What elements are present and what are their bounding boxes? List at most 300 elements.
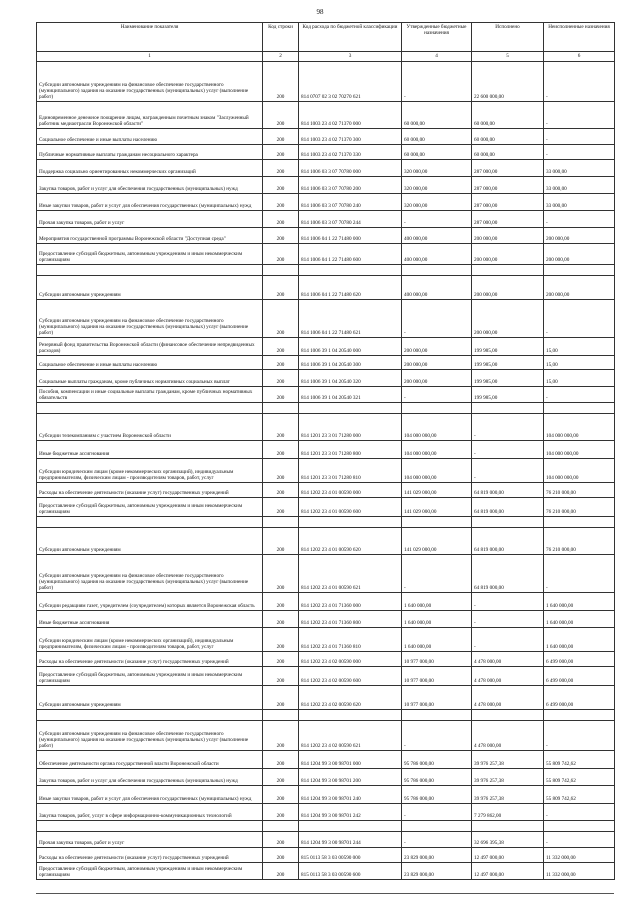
table-row: [37, 686, 615, 710]
cell-approved-amount: -: [402, 832, 472, 848]
cell-approved-amount: 95 786 000,00: [402, 786, 472, 804]
cell-unexecuted-amount: 200 000,00: [544, 276, 615, 300]
column-number: 4: [402, 52, 472, 62]
cell-classification-code: 814 1201 23 3 01 71280 800: [299, 441, 402, 459]
cell-unexecuted-amount: 15,00: [544, 356, 615, 370]
cell-unexecuted-amount: -: [544, 129, 615, 145]
cell-row-code: 200: [263, 356, 299, 370]
cell-indicator-name: Резервный фонд правительства Воронежской области (финансовое обеспечение непредвиденных расходов): [37, 338, 263, 356]
cell-approved-amount: 400 000,00: [402, 228, 472, 244]
cell-classification-code: 814 1003 23 4 02 71370 000: [299, 102, 402, 129]
cell-approved-amount: 104 000 000,00: [402, 414, 472, 441]
cell-approved-amount: 1 640 000,00: [402, 593, 472, 611]
spacer-cell: [472, 710, 544, 721]
cell-indicator-name: Закупка товаров, работ и услуг для обеспечения государственных (муниципальных) нужд: [37, 177, 263, 194]
spacer-cell: [299, 710, 402, 721]
spacer-cell: [263, 265, 299, 276]
cell-unexecuted-amount: 11 332 000,00: [544, 848, 615, 863]
spacer-cell: [472, 517, 544, 528]
cell-executed-amount: 60 000,00: [472, 102, 544, 129]
cell-executed-amount: 200 000,00: [472, 300, 544, 338]
spacer-cell: [299, 821, 402, 832]
cell-indicator-name: Расходы на обеспечение деятельности (оказание услуг) государственных учреждений: [37, 652, 263, 667]
cell-unexecuted-amount: 55 809 742,62: [544, 769, 615, 786]
header-classification-code: Код расхода по бюджетной классификации: [299, 23, 402, 52]
cell-unexecuted-amount: 1 640 000,00: [544, 611, 615, 628]
cell-executed-amount: 4 478 000,00: [472, 686, 544, 710]
cell-executed-amount: 39 976 257,38: [472, 786, 544, 804]
table-row: [37, 338, 615, 356]
table-row: [37, 769, 615, 786]
cell-classification-code: 814 1202 23 4 02 00590 620: [299, 686, 402, 710]
page-number: 98: [316, 8, 324, 16]
header-row-code: Код строки: [263, 23, 299, 52]
cell-classification-code: 814 1202 23 4 01 71360 800: [299, 611, 402, 628]
cell-classification-code: 814 1006 04 1 22 71480 000: [299, 228, 402, 244]
spacer-cell: [472, 403, 544, 414]
table-row: [37, 414, 615, 441]
cell-row-code: 200: [263, 300, 299, 338]
cell-row-code: 200: [263, 145, 299, 160]
cell-classification-code: 814 1202 23 4 01 00590 000: [299, 483, 402, 498]
cell-approved-amount: -: [402, 387, 472, 403]
cell-executed-amount: 39 976 257,38: [472, 751, 544, 769]
cell-executed-amount: 287 000,00: [472, 177, 544, 194]
cell-executed-amount: 4 478 000,00: [472, 667, 544, 686]
table-row: [37, 804, 615, 821]
cell-approved-amount: 23 829 000,00: [402, 863, 472, 880]
column-number: 1: [37, 52, 263, 62]
cell-row-code: 200: [263, 441, 299, 459]
cell-executed-amount: 200 000,00: [472, 228, 544, 244]
header-approved: Утвержденные бюджетные назначения: [402, 23, 472, 52]
cell-indicator-name: Субсидии автономным учреждениям на финансовое обеспечение государственного (муниципального) задания на оказание государственных (муниципальных) услуг (выполнение работ): [37, 300, 263, 338]
cell-unexecuted-amount: 6 499 000,00: [544, 667, 615, 686]
cell-classification-code: 814 1202 23 4 02 00590 621: [299, 721, 402, 751]
cell-indicator-name: Предоставление субсидий бюджетным, автономным учреждениям и иным некоммерческим организациям: [37, 667, 263, 686]
cell-approved-amount: -: [402, 721, 472, 751]
cell-executed-amount: 287 000,00: [472, 160, 544, 177]
cell-indicator-name: Субсидии автономным учреждениям на финансовое обеспечение государственного (муниципального) задания на оказание государственных (муниципальных) услуг (выполнение работ): [37, 62, 263, 102]
cell-classification-code: 814 1202 23 4 01 71360 000: [299, 593, 402, 611]
cell-approved-amount: 10 977 000,00: [402, 667, 472, 686]
cell-row-code: 200: [263, 832, 299, 848]
cell-executed-amount: 12 497 000,00: [472, 863, 544, 880]
table-row: [37, 848, 615, 863]
cell-row-code: 200: [263, 686, 299, 710]
spacer-cell: [544, 265, 615, 276]
spacer-cell: [37, 403, 263, 414]
column-number: 3: [299, 52, 402, 62]
cell-approved-amount: 10 977 000,00: [402, 686, 472, 710]
cell-approved-amount: -: [402, 300, 472, 338]
cell-indicator-name: Прочая закупка товаров, работ и услуг: [37, 211, 263, 228]
cell-indicator-name: Иные закупки товаров, работ и услуг для обеспечения государственных (муниципальных) нужд: [37, 786, 263, 804]
cell-classification-code: 814 1003 23 4 02 71370 300: [299, 129, 402, 145]
spacer-row: [37, 821, 615, 832]
cell-executed-amount: 199 985,00: [472, 387, 544, 403]
cell-indicator-name: Субсидии автономным учреждениям: [37, 528, 263, 555]
cell-classification-code: 815 0113 58 3 03 00590 000: [299, 848, 402, 863]
cell-row-code: 200: [263, 102, 299, 129]
column-number: 6: [544, 52, 615, 62]
cell-unexecuted-amount: -: [544, 721, 615, 751]
cell-executed-amount: 199 985,00: [472, 370, 544, 387]
table-row: [37, 593, 615, 611]
spacer-row: [37, 517, 615, 528]
spacer-cell: [37, 821, 263, 832]
cell-classification-code: 814 1006 03 3 07 70780 244: [299, 211, 402, 228]
cell-executed-amount: 32 696 395,38: [472, 832, 544, 848]
cell-approved-amount: -: [402, 211, 472, 228]
cell-classification-code: 814 1202 23 4 02 00590 600: [299, 667, 402, 686]
cell-indicator-name: Иные бюджетные ассигнования: [37, 441, 263, 459]
cell-indicator-name: Предоставление субсидий бюджетным, автономным учреждениям и иным некоммерческим организациям: [37, 863, 263, 880]
cell-indicator-name: Закупка товаров, работ и услуг для обеспечения государственных (муниципальных) нужд: [37, 769, 263, 786]
cell-unexecuted-amount: 33 000,00: [544, 160, 615, 177]
cell-approved-amount: 10 977 000,00: [402, 652, 472, 667]
header-indicator-name: Наименование показателя: [37, 23, 263, 52]
cell-indicator-name: Расходы на обеспечение деятельности (оказание услуг) государственных учреждений: [37, 848, 263, 863]
cell-classification-code: 814 1006 04 1 22 71480 600: [299, 244, 402, 265]
table-row: [37, 498, 615, 517]
cell-unexecuted-amount: 104 000 000,00: [544, 441, 615, 459]
cell-row-code: 200: [263, 160, 299, 177]
cell-executed-amount: 64 819 000,00: [472, 483, 544, 498]
cell-row-code: 200: [263, 414, 299, 441]
cell-executed-amount: -: [472, 441, 544, 459]
cell-indicator-name: Социальное обеспечение и иные выплаты населению: [37, 129, 263, 145]
spacer-cell: [402, 710, 472, 721]
cell-classification-code: 814 1202 23 4 01 00590 600: [299, 498, 402, 517]
cell-row-code: 200: [263, 751, 299, 769]
spacer-cell: [402, 403, 472, 414]
cell-row-code: 200: [263, 721, 299, 751]
cell-row-code: 200: [263, 593, 299, 611]
spacer-cell: [402, 821, 472, 832]
cell-indicator-name: Закупка товаров, работ, услуг в сфере информационно-коммуникационных технологий: [37, 804, 263, 821]
cell-executed-amount: 12 497 000,00: [472, 848, 544, 863]
table-row: [37, 387, 615, 403]
cell-executed-amount: 39 976 257,38: [472, 769, 544, 786]
cell-row-code: 200: [263, 611, 299, 628]
cell-unexecuted-amount: 11 332 000,00: [544, 863, 615, 880]
cell-unexecuted-amount: 15,00: [544, 338, 615, 356]
cell-approved-amount: 95 786 000,00: [402, 769, 472, 786]
cell-classification-code: 814 1006 39 1 04 20540 000: [299, 338, 402, 356]
cell-approved-amount: 1 640 000,00: [402, 611, 472, 628]
cell-approved-amount: 320 000,00: [402, 177, 472, 194]
spacer-cell: [402, 517, 472, 528]
table-row: [37, 356, 615, 370]
cell-indicator-name: Публичные нормативные выплаты гражданам несоциального характера: [37, 145, 263, 160]
cell-approved-amount: 320 000,00: [402, 160, 472, 177]
cell-classification-code: 814 1006 39 1 04 20540 320: [299, 370, 402, 387]
cell-executed-amount: 64 819 000,00: [472, 498, 544, 517]
cell-executed-amount: 199 985,00: [472, 356, 544, 370]
cell-approved-amount: 200 000,00: [402, 338, 472, 356]
cell-unexecuted-amount: 6 499 000,00: [544, 686, 615, 710]
cell-unexecuted-amount: -: [544, 832, 615, 848]
cell-approved-amount: 200 000,00: [402, 370, 472, 387]
spacer-cell: [299, 517, 402, 528]
cell-row-code: 200: [263, 498, 299, 517]
page-bottom-rule: [36, 893, 614, 894]
table-row: [37, 721, 615, 751]
cell-classification-code: 814 1003 23 4 02 71370 330: [299, 145, 402, 160]
cell-unexecuted-amount: -: [544, 300, 615, 338]
cell-unexecuted-amount: -: [544, 62, 615, 102]
cell-unexecuted-amount: 6 499 000,00: [544, 652, 615, 667]
cell-approved-amount: 400 000,00: [402, 276, 472, 300]
table-row: [37, 102, 615, 129]
cell-classification-code: 814 1202 23 4 01 00590 620: [299, 528, 402, 555]
cell-approved-amount: 320 000,00: [402, 194, 472, 211]
cell-unexecuted-amount: -: [544, 102, 615, 129]
table-row: [37, 370, 615, 387]
cell-approved-amount: 1 640 000,00: [402, 628, 472, 652]
header-row: [37, 23, 615, 52]
cell-indicator-name: Иные закупки товаров, работ и услуг для обеспечения государственных (муниципальных) нужд: [37, 194, 263, 211]
cell-unexecuted-amount: 200 000,00: [544, 228, 615, 244]
cell-row-code: 200: [263, 459, 299, 483]
cell-unexecuted-amount: 55 809 742,62: [544, 786, 615, 804]
cell-approved-amount: 60 000,00: [402, 102, 472, 129]
cell-unexecuted-amount: 1 640 000,00: [544, 628, 615, 652]
cell-unexecuted-amount: 1 640 000,00: [544, 593, 615, 611]
cell-unexecuted-amount: 55 809 742,62: [544, 751, 615, 769]
cell-row-code: 200: [263, 244, 299, 265]
cell-unexecuted-amount: 33 000,00: [544, 177, 615, 194]
cell-approved-amount: 141 029 000,00: [402, 483, 472, 498]
cell-indicator-name: Социальное обеспечение и иные выплаты населению: [37, 356, 263, 370]
spacer-cell: [544, 403, 615, 414]
cell-indicator-name: Субсидии автономным учреждениям: [37, 276, 263, 300]
column-number-row: [37, 52, 615, 62]
cell-unexecuted-amount: 200 000,00: [544, 244, 615, 265]
cell-row-code: 200: [263, 62, 299, 102]
header-unexecuted: Неисполненные назначения: [544, 23, 615, 52]
column-number: 2: [263, 52, 299, 62]
cell-indicator-name: Субсидии автономным учреждениям на финансовое обеспечение государственного (муниципального) задания на оказание государственных (муниципальных) услуг (выполнение работ): [37, 555, 263, 593]
table-row: [37, 863, 615, 880]
cell-classification-code: 814 1204 99 3 00 98701 242: [299, 804, 402, 821]
cell-indicator-name: Иные бюджетные ассигнования: [37, 611, 263, 628]
table-row: [37, 244, 615, 265]
spacer-cell: [263, 517, 299, 528]
table-row: [37, 459, 615, 483]
header-executed: Исполнено: [472, 23, 544, 52]
cell-row-code: 200: [263, 387, 299, 403]
table-row: [37, 628, 615, 652]
table-row: [37, 129, 615, 145]
spacer-cell: [299, 265, 402, 276]
cell-executed-amount: 287 000,00: [472, 194, 544, 211]
cell-classification-code: 814 1204 99 3 00 98701 000: [299, 751, 402, 769]
spacer-cell: [402, 265, 472, 276]
spacer-cell: [263, 403, 299, 414]
cell-classification-code: 814 1204 99 3 00 98701 200: [299, 769, 402, 786]
cell-executed-amount: -: [472, 611, 544, 628]
cell-classification-code: 814 1006 03 3 07 70780 000: [299, 160, 402, 177]
cell-indicator-name: Прочая закупка товаров, работ и услуг: [37, 832, 263, 848]
cell-row-code: 200: [263, 863, 299, 880]
cell-approved-amount: 60 000,00: [402, 145, 472, 160]
cell-classification-code: 814 1006 03 3 07 70780 200: [299, 177, 402, 194]
table-row: [37, 276, 615, 300]
cell-approved-amount: -: [402, 804, 472, 821]
spacer-cell: [472, 265, 544, 276]
cell-classification-code: 814 1204 99 3 00 98701 244: [299, 832, 402, 848]
spacer-cell: [472, 821, 544, 832]
cell-executed-amount: -: [472, 628, 544, 652]
cell-indicator-name: Предоставление субсидий бюджетным, автономным учреждениям и иным некоммерческим организациям: [37, 244, 263, 265]
spacer-row: [37, 710, 615, 721]
cell-row-code: 200: [263, 370, 299, 387]
cell-indicator-name: Субсидии автономным учреждениям на финансовое обеспечение государственного (муниципального) задания на оказание государственных (муниципальных) услуг (выполнение работ): [37, 721, 263, 751]
cell-indicator-name: Субсидии телекомпаниям с участием Воронежской области: [37, 414, 263, 441]
cell-executed-amount: 60 000,00: [472, 129, 544, 145]
cell-executed-amount: -: [472, 414, 544, 441]
cell-row-code: 200: [263, 804, 299, 821]
cell-classification-code: 814 0707 02 3 02 70270 621: [299, 62, 402, 102]
spacer-cell: [263, 710, 299, 721]
spacer-row: [37, 403, 615, 414]
cell-executed-amount: 199 985,00: [472, 338, 544, 356]
cell-row-code: 200: [263, 786, 299, 804]
table-row: [37, 228, 615, 244]
cell-executed-amount: -: [472, 459, 544, 483]
cell-classification-code: 814 1202 23 4 01 00590 621: [299, 555, 402, 593]
cell-classification-code: 814 1006 03 3 07 70780 240: [299, 194, 402, 211]
cell-row-code: 200: [263, 177, 299, 194]
cell-row-code: 200: [263, 129, 299, 145]
cell-classification-code: 814 1204 99 3 00 98701 240: [299, 786, 402, 804]
table-row: [37, 483, 615, 498]
table-row: [37, 751, 615, 769]
cell-executed-amount: 22 600 000,00: [472, 62, 544, 102]
column-number: 5: [472, 52, 544, 62]
cell-unexecuted-amount: -: [544, 804, 615, 821]
table-row: [37, 611, 615, 628]
cell-row-code: 200: [263, 652, 299, 667]
cell-executed-amount: 4 478 000,00: [472, 721, 544, 751]
cell-indicator-name: Пособия, компенсации и иные социальные выплаты гражданам, кроме публичных нормативных обязательств: [37, 387, 263, 403]
table-row: [37, 300, 615, 338]
cell-approved-amount: 23 829 000,00: [402, 848, 472, 863]
spacer-cell: [37, 517, 263, 528]
table-row: [37, 528, 615, 555]
spacer-cell: [544, 821, 615, 832]
cell-classification-code: 814 1006 04 1 22 71480 621: [299, 300, 402, 338]
cell-row-code: 200: [263, 483, 299, 498]
cell-row-code: 200: [263, 194, 299, 211]
spacer-cell: [37, 710, 263, 721]
cell-approved-amount: 141 029 000,00: [402, 498, 472, 517]
table-row: [37, 62, 615, 102]
cell-classification-code: 815 0113 58 3 03 00590 600: [299, 863, 402, 880]
cell-approved-amount: 60 000,00: [402, 129, 472, 145]
cell-row-code: 200: [263, 769, 299, 786]
cell-executed-amount: 64 819 000,00: [472, 528, 544, 555]
cell-indicator-name: Расходы на обеспечение деятельности (оказание услуг) государственных учреждений: [37, 483, 263, 498]
table-row: [37, 160, 615, 177]
cell-approved-amount: 104 000 000,00: [402, 441, 472, 459]
table-row: [37, 555, 615, 593]
cell-classification-code: 814 1201 23 3 01 71280 000: [299, 414, 402, 441]
cell-approved-amount: 104 000 000,00: [402, 459, 472, 483]
cell-classification-code: 814 1201 23 3 01 71280 810: [299, 459, 402, 483]
table-row: [37, 441, 615, 459]
cell-unexecuted-amount: -: [544, 555, 615, 593]
cell-unexecuted-amount: 104 000 000,00: [544, 414, 615, 441]
table-row: [37, 194, 615, 211]
cell-executed-amount: 287 000,00: [472, 211, 544, 228]
cell-unexecuted-amount: -: [544, 145, 615, 160]
cell-classification-code: 814 1202 23 4 01 71360 810: [299, 628, 402, 652]
table-row: [37, 652, 615, 667]
cell-approved-amount: -: [402, 62, 472, 102]
cell-indicator-name: Обеспечение деятельности органа государственной власти Воронежской области: [37, 751, 263, 769]
cell-indicator-name: Мероприятия государственной программы Воронежской области "Доступная среда": [37, 228, 263, 244]
cell-executed-amount: 200 000,00: [472, 276, 544, 300]
spacer-cell: [37, 265, 263, 276]
table-row: [37, 211, 615, 228]
cell-unexecuted-amount: 76 210 000,00: [544, 483, 615, 498]
cell-row-code: 200: [263, 848, 299, 863]
cell-row-code: 200: [263, 667, 299, 686]
cell-unexecuted-amount: -: [544, 211, 615, 228]
cell-approved-amount: 400 000,00: [402, 244, 472, 265]
table-row: [37, 832, 615, 848]
cell-indicator-name: Социальные выплаты гражданам, кроме публичных нормативных социальных выплат: [37, 370, 263, 387]
cell-approved-amount: -: [402, 555, 472, 593]
cell-indicator-name: Субсидии автономным учреждениям: [37, 686, 263, 710]
cell-row-code: 200: [263, 555, 299, 593]
table-row: [37, 786, 615, 804]
budget-execution-table: [36, 22, 615, 880]
cell-unexecuted-amount: 76 210 000,00: [544, 498, 615, 517]
cell-row-code: 200: [263, 276, 299, 300]
cell-row-code: 200: [263, 211, 299, 228]
cell-row-code: 200: [263, 338, 299, 356]
cell-row-code: 200: [263, 528, 299, 555]
cell-classification-code: 814 1006 39 1 04 20540 321: [299, 387, 402, 403]
cell-executed-amount: 200 000,00: [472, 244, 544, 265]
cell-indicator-name: Единовременное денежное поощрение лицам, награжденным почетным знаком "Заслуженный работник медиаотрасли Воронежской области": [37, 102, 263, 129]
cell-indicator-name: Поддержка социально ориентированных некоммерческих организаций: [37, 160, 263, 177]
cell-unexecuted-amount: 104 000 000,00: [544, 459, 615, 483]
cell-approved-amount: 141 029 000,00: [402, 528, 472, 555]
cell-executed-amount: -: [472, 593, 544, 611]
table-row: [37, 177, 615, 194]
table-row: [37, 667, 615, 686]
cell-approved-amount: 95 786 000,00: [402, 751, 472, 769]
table-row: [37, 145, 615, 160]
cell-unexecuted-amount: 33 000,00: [544, 194, 615, 211]
cell-indicator-name: Субсидии редакциям газет, учредителем (соучредителем) которых является Воронежская область: [37, 593, 263, 611]
cell-executed-amount: 60 000,00: [472, 145, 544, 160]
cell-indicator-name: Предоставление субсидий бюджетным, автономным учреждениям и иным некоммерческим организациям: [37, 498, 263, 517]
cell-indicator-name: Субсидии юридическим лицам (кроме некоммерческих организаций), индивидуальным предпринимателям, физическим лицам - производителям товаров, работ, услуг: [37, 459, 263, 483]
cell-approved-amount: 200 000,00: [402, 356, 472, 370]
cell-row-code: 200: [263, 628, 299, 652]
cell-indicator-name: Субсидии юридическим лицам (кроме некоммерческих организаций), индивидуальным предпринимателям, физическим лицам - производителям товаров, работ, услуг: [37, 628, 263, 652]
cell-executed-amount: 7 279 862,00: [472, 804, 544, 821]
spacer-cell: [544, 517, 615, 528]
cell-classification-code: 814 1202 23 4 02 00590 000: [299, 652, 402, 667]
cell-unexecuted-amount: 15,00: [544, 370, 615, 387]
